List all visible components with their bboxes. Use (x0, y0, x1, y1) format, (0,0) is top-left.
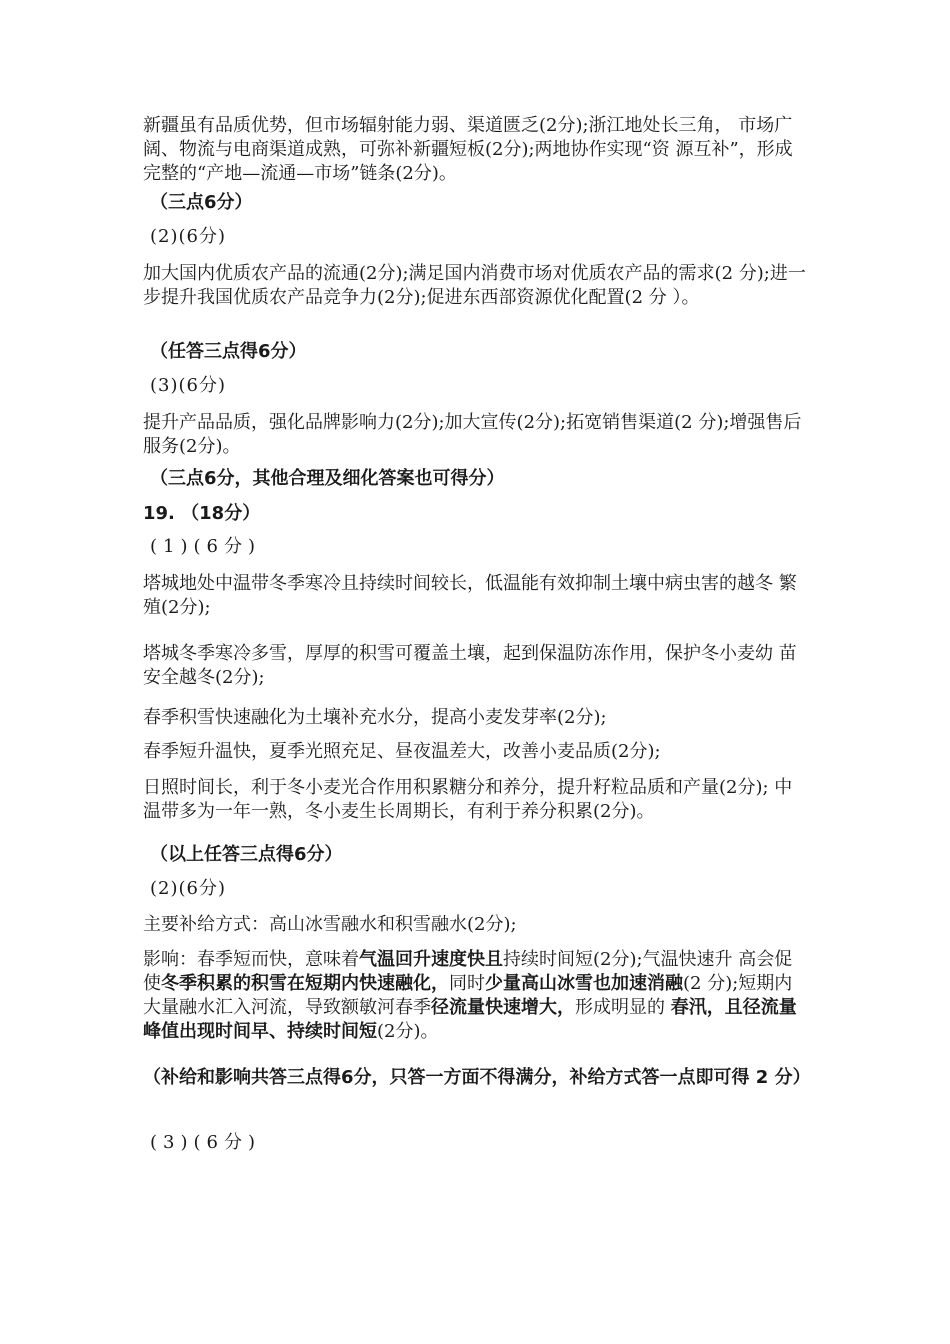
answer-paragraph: 加大国内优质农产品的流通(2分);满足国内消费市场对优质农产品的需求(2 分);进一步提升我国优质农产品竞争力(2分);促进东西部资源优化配置(2 分 ）。 (143, 263, 806, 308)
scoring-note: （任答三点得6分） (150, 341, 307, 362)
scoring-note: （三点6分） (150, 192, 253, 213)
question-19-title: 19. （18分） (143, 503, 261, 524)
answer-item: 日照时间长，利于冬小麦光合作用积累糖分和养分，提升籽粒品质和产量(2分); 中温带多为一年一熟，冬小麦生长周期长，有利于养分积累(2分)。 (143, 777, 793, 822)
effect-text: (2 分);短期内大量融水汇入河流，导致额敏河春季 (143, 973, 793, 1018)
question-label: (2)(6分) (150, 226, 226, 247)
effect-emphasis: 冬季积累的积雪在短期内快速融化， (161, 973, 449, 994)
effect-emphasis: 少量高山冰雪也加速消融 (485, 973, 683, 994)
effect-emphasis: 气温回升速度快且 (359, 949, 503, 970)
effect-text: 影响：春季短而快，意味着 (143, 949, 359, 970)
scoring-note: （三点6分，其他合理及细化答案也可得分） (150, 468, 505, 489)
paragraph-xinjiang-zhejiang: 新疆虽有品质优势，但市场辐射能力弱、渠道匮乏(2分);浙江地处长三角， 市场广阔、物流与电商渠道成熟，可弥补新疆短板(2分);两地协作实现“资 源互补”，形成完整的“产地—流通—市场”链条(2分)。 (143, 115, 793, 184)
question-label: (1)(6分) (150, 536, 261, 557)
question-label: (3)(6分) (150, 375, 226, 396)
answer-effect (143, 948, 808, 1044)
answer-supply: 主要补给方式：高山冰雪融水和积雪融水(2分); (143, 914, 517, 935)
answer-item: 春季短升温快，夏季光照充足、昼夜温差大，改善小麦品质(2分); (143, 741, 661, 762)
effect-emphasis: 春汛，且径流量峰值出现时间早、持续时间短 (143, 997, 797, 1042)
effect-text: 持续时间短(2分);气温快速升 高会促使 (143, 949, 793, 994)
answer-item: 春季积雪快速融化为土壤补充水分，提高小麦发芽率(2分); (143, 707, 607, 728)
answer-item: 塔城冬季寒冷多雪，厚厚的积雪可覆盖土壤，起到保温防冻作用，保护冬小麦幼 苗安全越冬(2分); (143, 643, 797, 688)
answer-paragraph: 提升产品品质，强化品牌影响力(2分);加大宣传(2分);拓宽销售渠道(2 分);增强售后服务(2分)。 (143, 412, 802, 457)
question-label: (3)(6分) (150, 1132, 261, 1153)
answer-item: 塔城地处中温带冬季寒冷且持续时间较长，低温能有效抑制土壤中病虫害的越冬 繁殖(2分); (143, 573, 797, 618)
effect-text: 同时 (449, 973, 485, 994)
question-label: (2)(6分) (150, 878, 226, 899)
effect-text: (2分)。 (377, 1021, 439, 1042)
effect-emphasis: 径流量快速增大， (431, 997, 575, 1018)
scoring-note: （补给和影响共答三点得6分，只答一方面不得满分，补给方式答一点即可得 2 分） (143, 1067, 811, 1088)
scoring-note: （以上任答三点得6分） (150, 844, 343, 865)
effect-text: 形成明显的 (575, 997, 671, 1018)
